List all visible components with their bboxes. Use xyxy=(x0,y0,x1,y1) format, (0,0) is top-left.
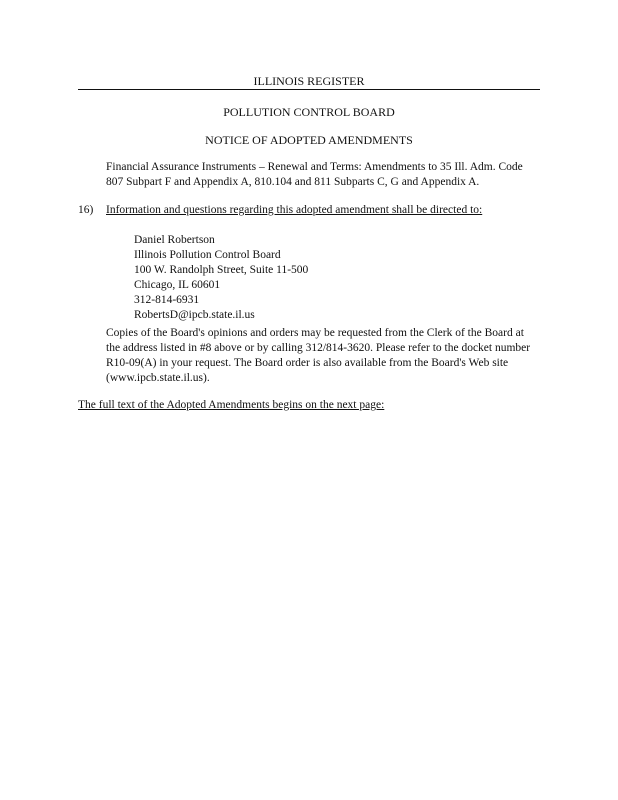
full-text-notice: The full text of the Adopted Amendments begins on the next page: xyxy=(78,399,385,411)
register-title: ILLINOIS REGISTER xyxy=(253,74,365,88)
notice-type-heading: NOTICE OF ADOPTED AMENDMENTS xyxy=(205,133,413,147)
item-number: 16) xyxy=(78,204,94,216)
contact-name: Daniel Robertson xyxy=(134,234,215,246)
contact-street: 100 W. Randolph Street, Suite 11-500 xyxy=(134,264,309,276)
contact-organization: Illinois Pollution Control Board xyxy=(134,249,281,261)
agency-heading: POLLUTION CONTROL BOARD xyxy=(223,105,395,119)
summary-paragraph: Financial Assurance Instruments – Renewal and Terms: Amendments to 35 Ill. Adm. Code 807 Subpart F and Appendix A, 810.104 and 811 Subparts C, G and Appendix A. xyxy=(106,161,523,188)
contact-phone: 312-814-6931 xyxy=(134,294,200,306)
copies-paragraph: Copies of the Board's opinions and orders may be requested from the Clerk of the Board at the address listed in #8 above or by calling 312/814-3620. Please refer to the docket number R10-09(A) in your request. The Board order is also available from the Board's Web site (www.ipcb.state.il.us). xyxy=(106,327,531,384)
header-rule xyxy=(78,89,540,90)
contact-city: Chicago, IL 60601 xyxy=(134,279,221,291)
item-text: Information and questions regarding this adopted amendment shall be directed to: xyxy=(106,204,483,216)
contact-email: RobertsD@ipcb.state.il.us xyxy=(134,309,255,321)
contact-block xyxy=(134,233,308,323)
